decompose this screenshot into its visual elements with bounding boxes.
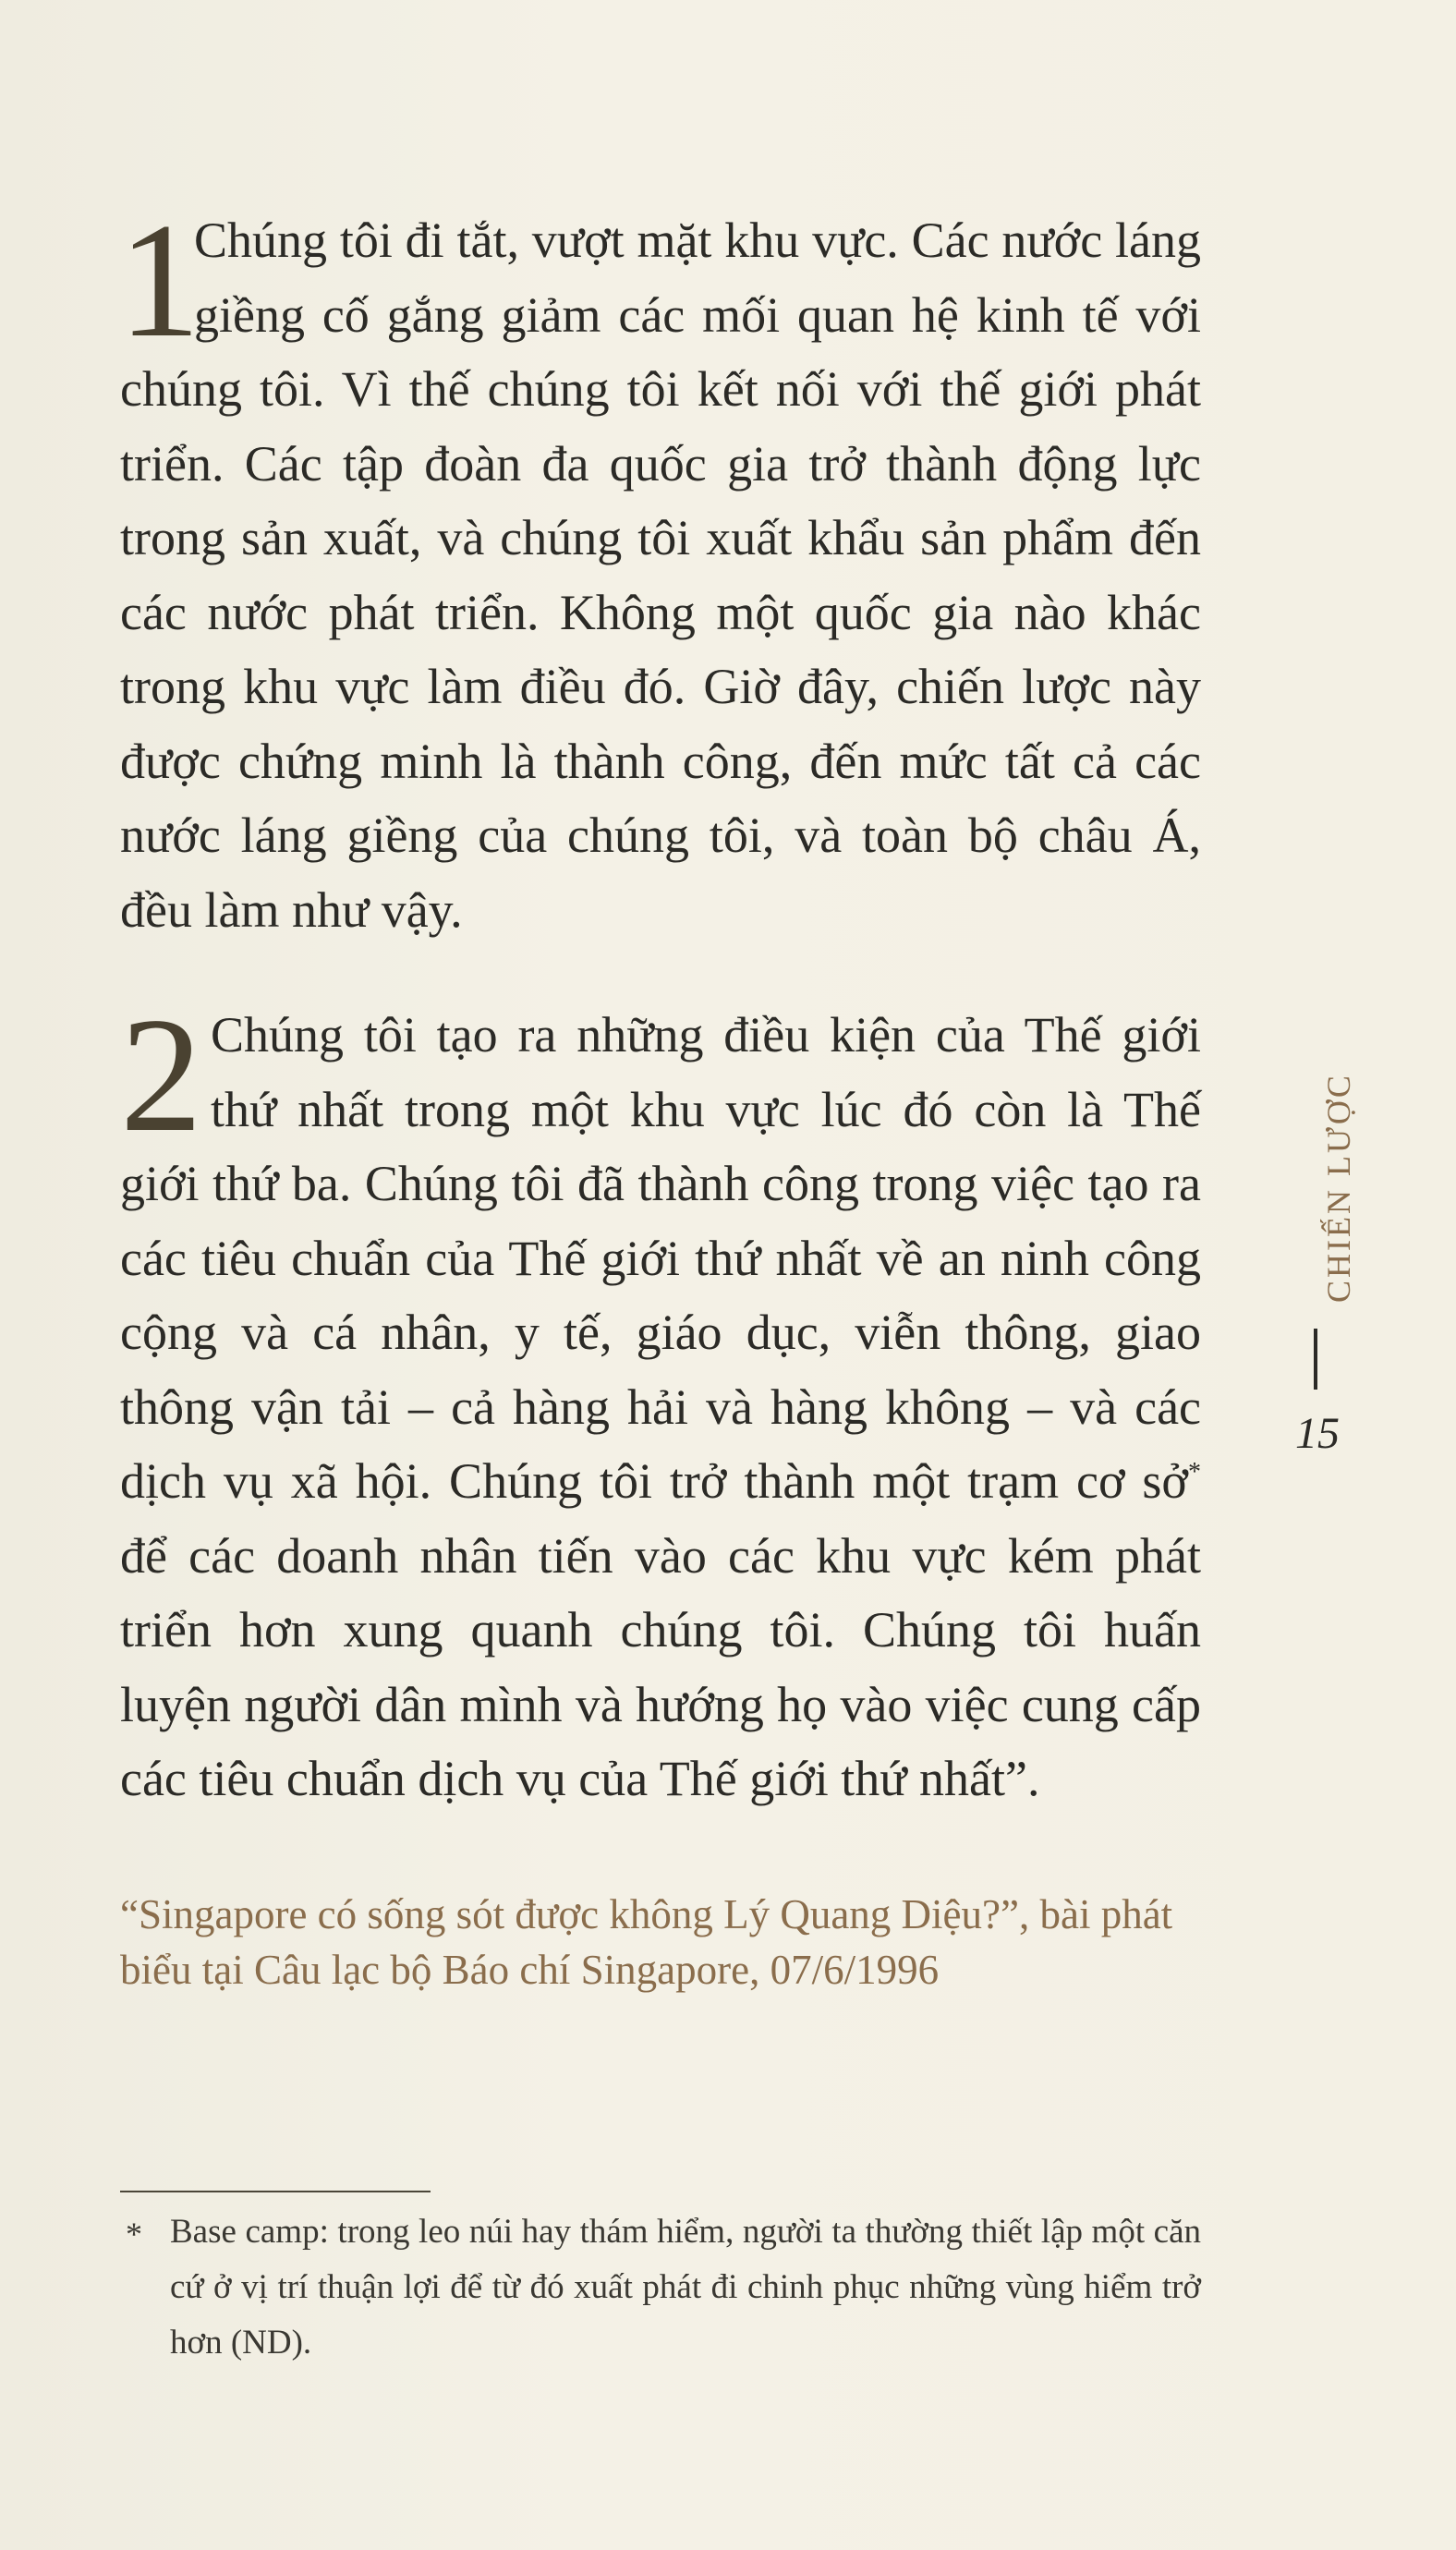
drop-number-1: 1 xyxy=(118,188,200,371)
point-1-text: Chúng tôi đi tắt, vượt mặt khu vực. Các nước láng giềng cố gắng giảm các mối quan hệ kinh tế với chúng tôi. Vì thế chúng tôi kết nối với thế giới phát triển. Các tập đoàn đa quốc gia trở thành động lực trong sản xuất, và chúng tôi xuất khẩu sản phẩm đến các nước phát triển. Không một quốc gia nào khác trong khu vực làm điều đó. Giờ đây, chiến lược này được chứng minh là thành công, đến mức tất cả các nước láng giềng của chúng tôi, và toàn bộ châu Á, đều làm như vậy. xyxy=(120,212,1201,938)
point-2-text-part-2: để các doanh nhân tiến vào các khu vực kém phát triển hơn xung quanh chúng tôi. Chúng tôi huấn luyện người dân mình và hướng họ vào việc cung cấp các tiêu chuẩn dịch vụ của Thế giới thứ nhất”. xyxy=(120,1527,1201,1806)
footnote-reference-marker: * xyxy=(1188,1458,1201,1487)
side-divider xyxy=(1314,1329,1317,1390)
point-2-text-part-1: Chúng tôi tạo ra những điều kiện của Thế giới thứ nhất trong một khu vực lúc đó còn là Thế giới thứ ba. Chúng tôi đã thành công trong việc tạo ra các tiêu chuẩn của Thế giới thứ nhất về an ninh công cộng và cá nhân, y tế, giáo dục, viễn thông, giao thông vận tải – cả hàng hải và hàng không – và các dịch vụ xã hội. Chúng tôi trở thành một trạm cơ sở xyxy=(120,1007,1201,1509)
section-side-tab xyxy=(1293,1072,1386,1458)
section-label: CHIẾN LƯỢC xyxy=(1320,1073,1357,1303)
quote-citation: “Singapore có sống sót được không Lý Quang Diệu?”, bài phát biểu tại Câu lạc bộ Báo chí Singapore, 07/6/1996 xyxy=(120,1891,1173,1993)
point-2-text xyxy=(120,983,1201,1816)
point-2 xyxy=(120,983,1201,1816)
drop-number-2: 2 xyxy=(120,983,202,1166)
footnote xyxy=(120,2204,1201,2371)
page-number: 15 xyxy=(1295,1409,1340,1458)
footnote-text: Base camp: trong leo núi hay thám hiểm, người ta thường thiết lập một căn cứ ở vị trí thuận lợi để từ đó xuất phát đi chinh phục những vùng hiểm trở hơn (ND). xyxy=(170,2213,1201,2362)
footnote-divider xyxy=(120,2191,431,2192)
footnote-marker: * xyxy=(126,2216,142,2252)
point-1 xyxy=(118,188,1201,947)
